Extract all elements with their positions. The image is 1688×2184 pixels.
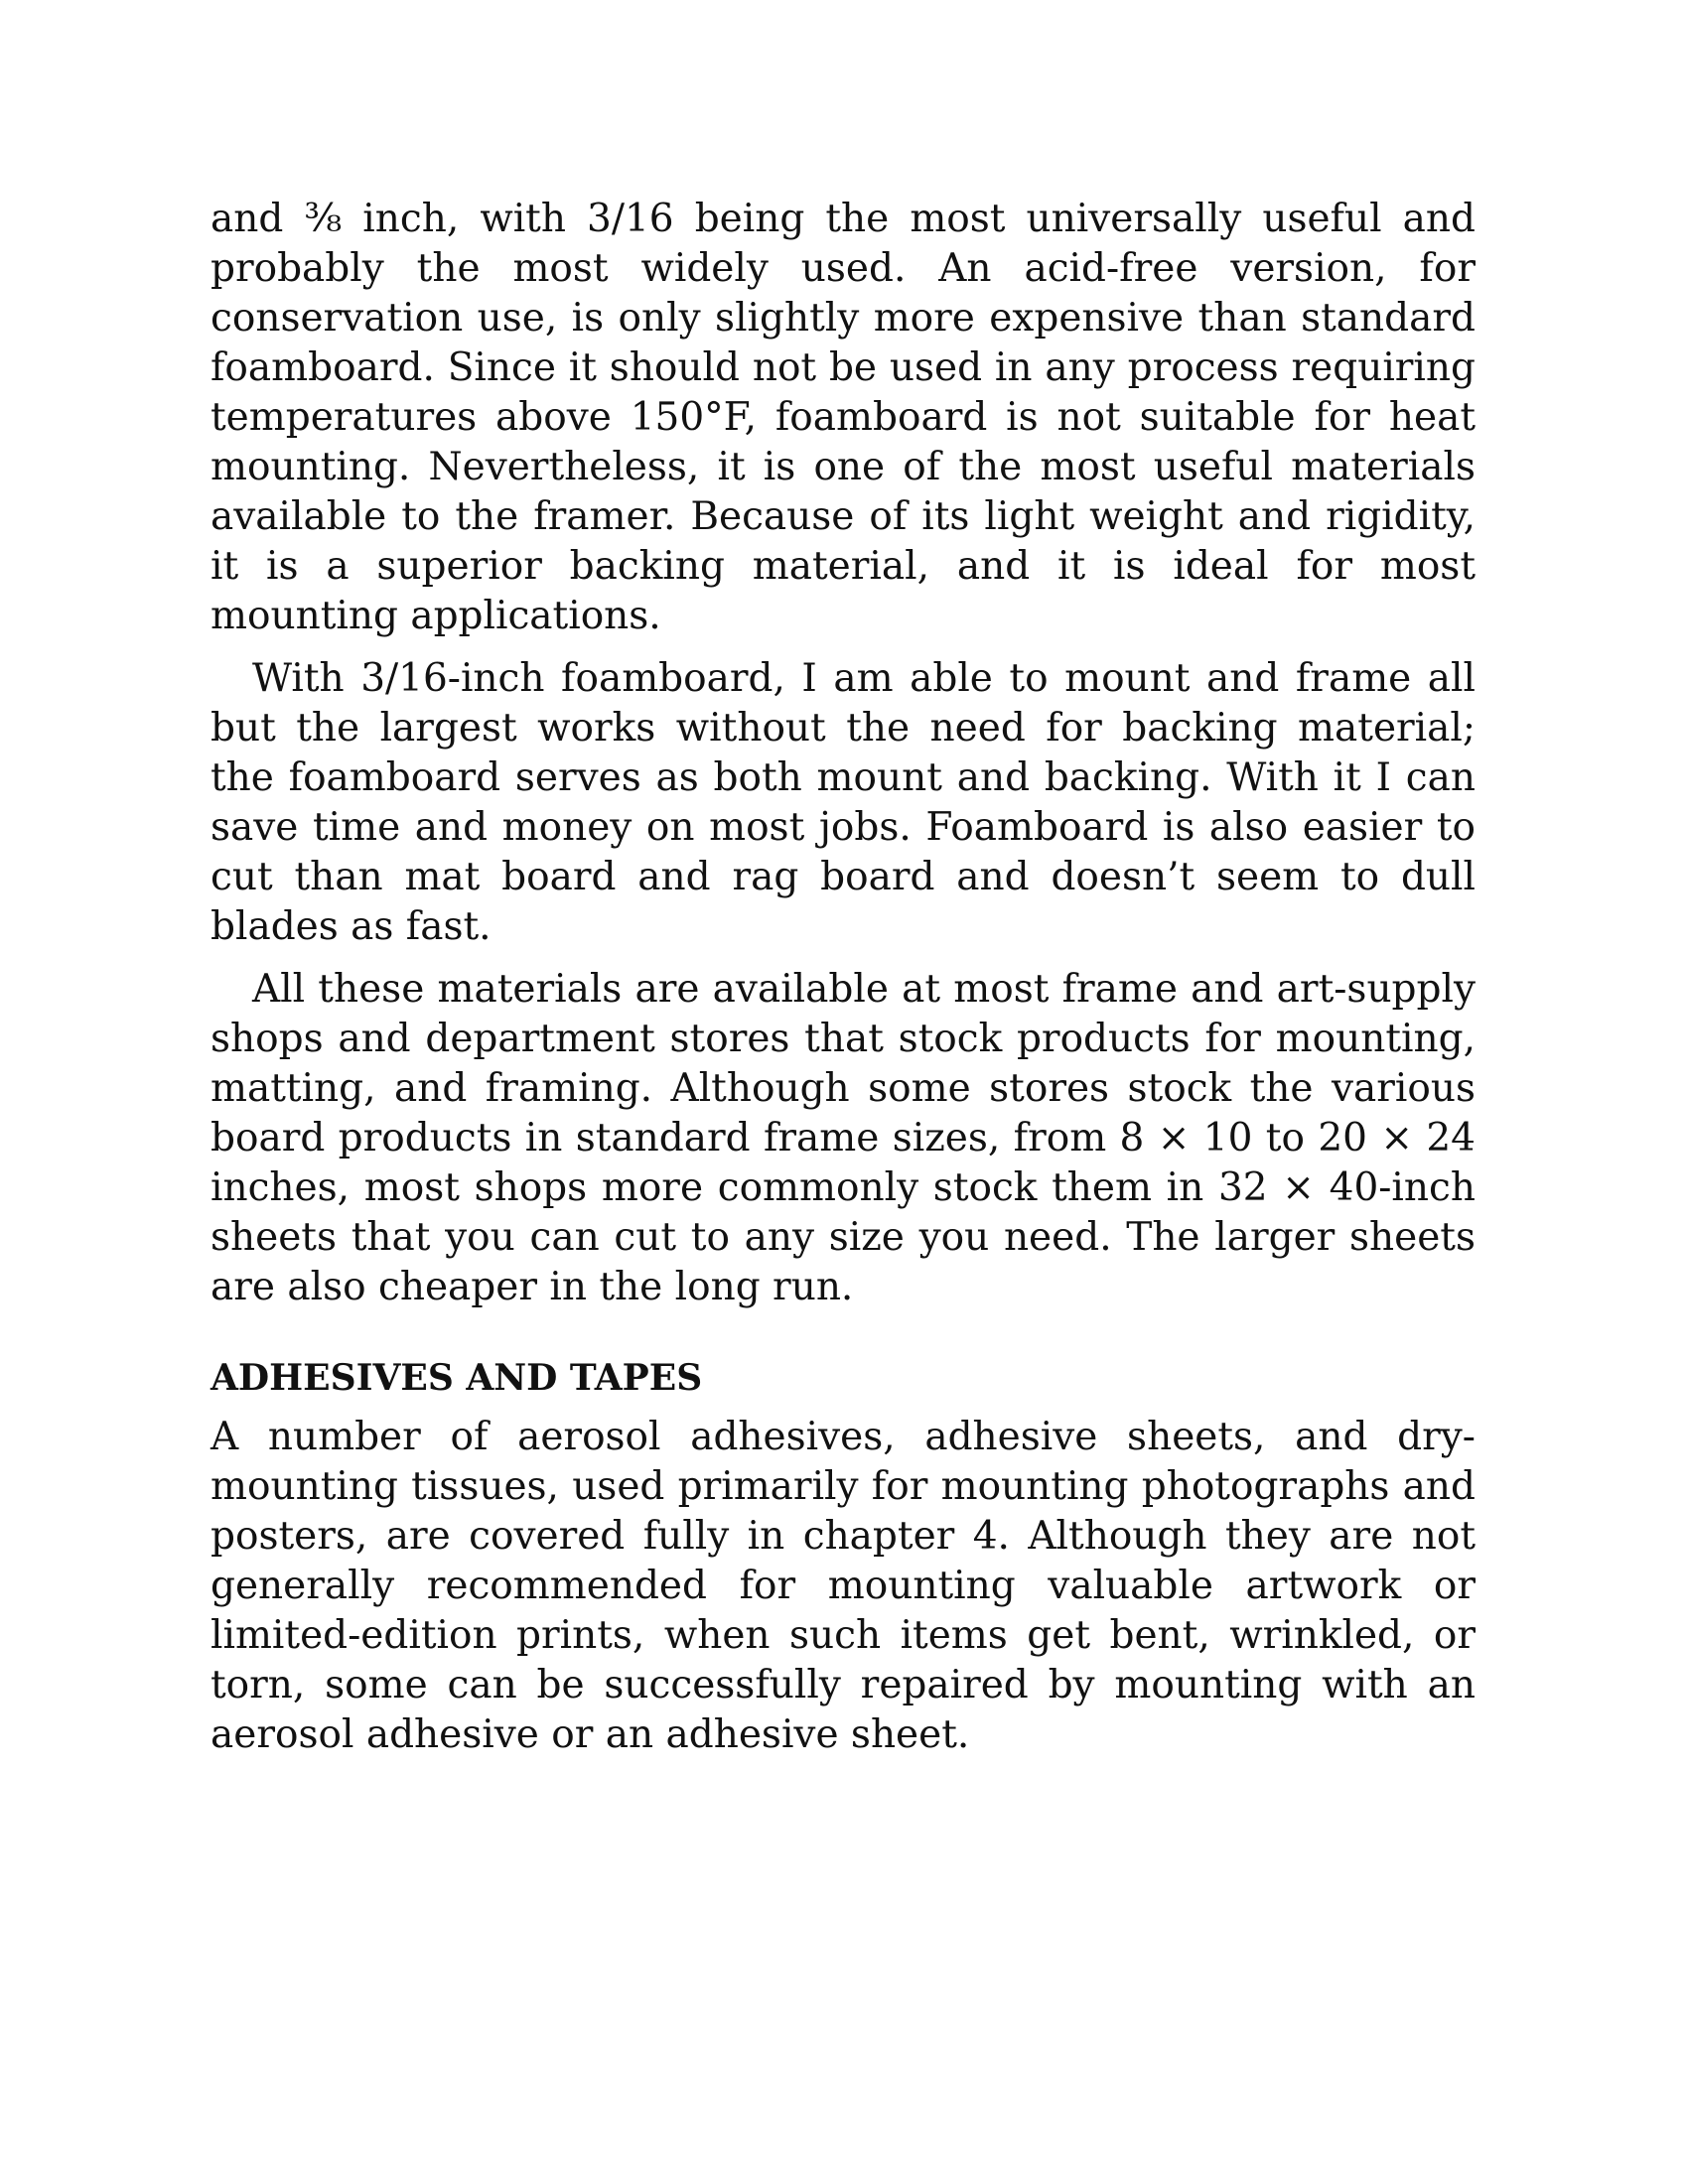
paragraph-materials-availability: All these materials are available at most frame and art-supply shops and department stores that stock products for mounting, matting, and framing. Although some stores stock the various board products in standard frame sizes, from 8 × 10 to 20 × 24 inches, most shops more commonly stock them in 32 × 40-inch sheets that you can cut to any size you need. The larger sheets are also cheaper in the long run.	[211, 967, 1476, 1309]
paragraph-foamboard-use: With 3/16-inch foamboard, I am able to mount and frame all but the largest works without the need for backing material; the foamboard serves as both mount and backing. With it I can save time and money on most jobs. Foamboard is also easier to cut than mat board and rag board and doesn’t seem to dull blades as fast.	[211, 656, 1476, 949]
section-heading: ADHESIVES AND TAPES	[211, 1357, 703, 1399]
paragraph-foamboard-thickness: and ⅜ inch, with 3/16 being the most universally useful and probably the most widely used. An acid-free version, for conservation use, is only slightly more expensive than standard foamboard. Since it should not be used in any process requiring temperatures above 150°F, foamboard is not suitable for heat mounting. Nevertheless, it is one of the most useful materials available to the framer. Because of its light weight and rigidity, it is a superior backing material, and it is ideal for most mounting applications.	[211, 197, 1476, 638]
page-body	[211, 195, 1476, 1760]
paragraph-adhesives: A number of aerosol adhesives, adhesive sheets, and dry-mounting tissues, used primarily for mounting photographs and posters, are covered fully in chapter 4. Although they are not generally recommended for mounting valuable artwork or limited-edition prints, when such items get bent, wrinkled, or torn, some can be successfully repaired by mounting with an aerosol adhesive or an adhesive sheet.	[211, 1415, 1476, 1757]
